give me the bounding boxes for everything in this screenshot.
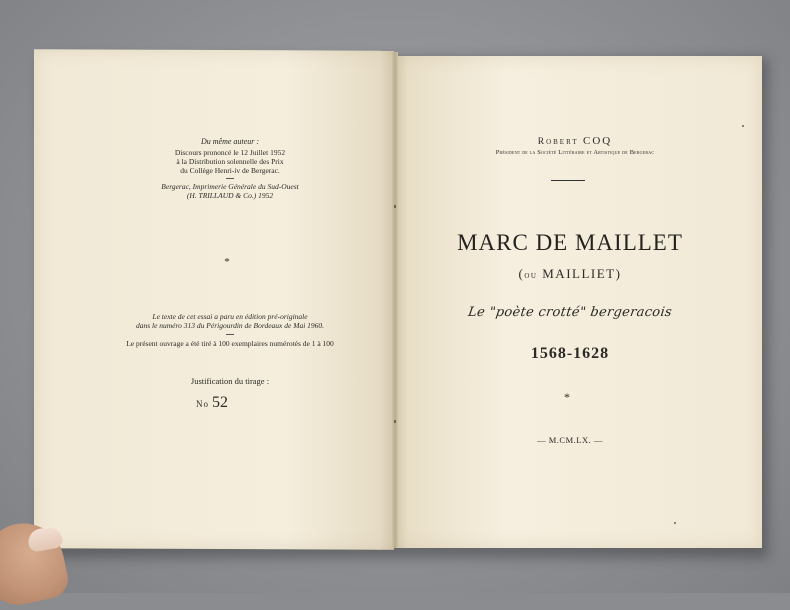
publication-year: — M.CM.LX. — bbox=[537, 435, 603, 445]
credit-heading: Du même auteur : bbox=[201, 137, 259, 146]
other-works-credit bbox=[120, 137, 340, 200]
life-dates: 1568-1628 bbox=[530, 345, 610, 362]
credit-line: du Collège Henri-iv de Bergerac. bbox=[180, 166, 280, 175]
staple bbox=[394, 420, 396, 423]
divider bbox=[226, 178, 234, 179]
printer-line: Bergerac, Imprimerie Générale du Sud-Ouest bbox=[161, 182, 299, 191]
credit-line: à la Distribution solennelle des Prix bbox=[176, 157, 284, 166]
left-page bbox=[34, 49, 394, 550]
justification-label: Justification du tirage : bbox=[190, 376, 270, 386]
alt-open-paren: ( bbox=[518, 266, 525, 281]
copies-line: Le présent ouvrage a été tiré à 100 exemplaires numérotés de 1 à 100 bbox=[126, 339, 334, 348]
author-block bbox=[440, 135, 710, 156]
paper-speck bbox=[674, 522, 676, 524]
edition-line: dans le numéro 313 du Périgourdin de Bordeaux de Mai 1960. bbox=[135, 321, 325, 330]
asterism: * bbox=[564, 390, 570, 404]
staple bbox=[394, 205, 396, 208]
title-rule bbox=[551, 180, 585, 181]
printer-line: (H. TRILLAUD & Co.) 1952 bbox=[186, 191, 274, 200]
number-value: 52 bbox=[212, 394, 228, 411]
alternate-name bbox=[470, 266, 670, 282]
author-first-name: Robert bbox=[537, 137, 579, 147]
edition-line: Le texte de cet essai a paru en édition pré-originale bbox=[152, 312, 308, 321]
credit-line: Discours prononcé le 12 Juillet 1952 bbox=[174, 148, 286, 157]
author-name bbox=[440, 135, 710, 147]
divider bbox=[226, 334, 234, 335]
author-last-name: COQ bbox=[583, 135, 613, 147]
alt-name: MAILLIET) bbox=[542, 266, 622, 281]
number-prefix: No bbox=[196, 399, 209, 409]
alt-ou: ou bbox=[524, 270, 538, 281]
edition-note bbox=[80, 312, 380, 348]
subtitle: Le "poète crotté" bergeracois bbox=[467, 305, 673, 320]
asterism: * bbox=[224, 256, 230, 268]
right-page bbox=[396, 56, 762, 548]
paper-speck bbox=[742, 125, 744, 127]
book-gutter bbox=[392, 52, 398, 548]
copy-number bbox=[196, 394, 276, 412]
author-role: Président de la Société Littéraire et Artistique de Bergerac bbox=[495, 149, 655, 156]
book-title: MARC DE MAILLET bbox=[457, 230, 683, 255]
